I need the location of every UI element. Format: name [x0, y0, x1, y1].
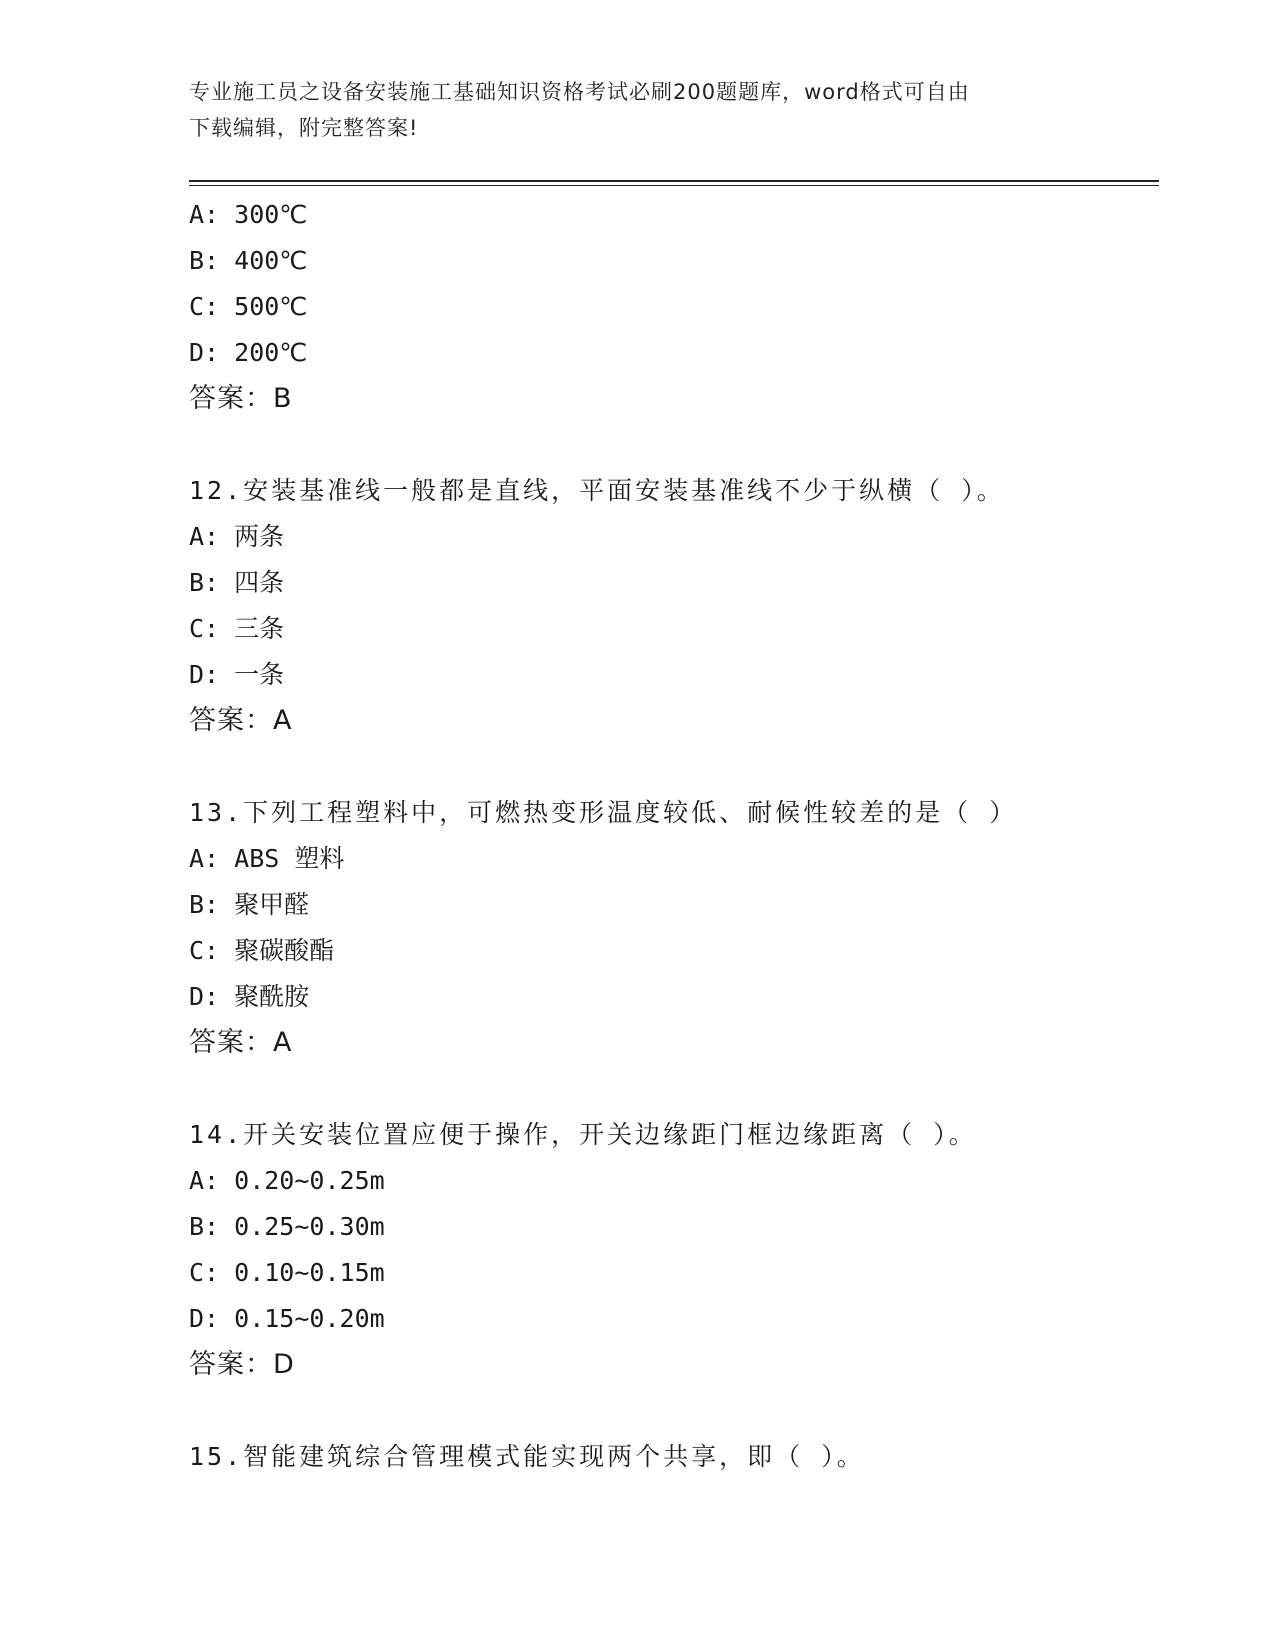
- question-14: [189, 1112, 1149, 1388]
- option-a: A: 300℃: [189, 200, 308, 229]
- option-b: B: 400℃: [189, 246, 308, 275]
- option-a: A: 0.20~0.25m: [189, 1166, 385, 1195]
- option-c: C: 0.10~0.15m: [189, 1258, 385, 1287]
- header-rule-thin: [189, 185, 1159, 186]
- header-rule-thick: [189, 180, 1159, 182]
- question-text: 13.下列工程塑料中，可燃热变形温度较低、耐候性较差的是（ ）: [189, 798, 1018, 827]
- document-header: [189, 74, 1089, 146]
- option-d: D: 200℃: [189, 338, 308, 367]
- option-b: B: 聚甲醛: [189, 890, 310, 919]
- option-a: A: 两条: [189, 522, 285, 551]
- question-text: 12.安装基准线一般都是直线，平面安装基准线不少于纵横（ ）。: [189, 476, 1005, 505]
- answer-line: 答案：A: [189, 1027, 293, 1058]
- option-d: D: 0.15~0.20m: [189, 1304, 385, 1333]
- question-list: [189, 192, 1149, 1480]
- header-line-1: 专业施工员之设备安装施工基础知识资格考试必刷200题题库，word格式可自由: [189, 80, 970, 104]
- answer-line: 答案：B: [189, 383, 293, 414]
- option-c: C: 500℃: [189, 292, 308, 321]
- option-c: C: 三条: [189, 614, 285, 643]
- question-12: [189, 468, 1149, 744]
- question-11: [189, 192, 1149, 422]
- answer-line: 答案：D: [189, 1349, 295, 1380]
- question-text: 14.开关安装位置应便于操作，开关边缘距门框边缘距离（ ）。: [189, 1120, 977, 1149]
- option-b: B: 四条: [189, 568, 285, 597]
- option-d: D: 一条: [189, 660, 285, 689]
- answer-line: 答案：A: [189, 705, 293, 736]
- option-d: D: 聚酰胺: [189, 982, 310, 1011]
- question-13: [189, 790, 1149, 1066]
- question-text: 15.智能建筑综合管理模式能实现两个共享，即（ ）。: [189, 1442, 865, 1471]
- question-15: [189, 1434, 1149, 1480]
- option-c: C: 聚碳酸酯: [189, 936, 335, 965]
- option-a: A: ABS 塑料: [189, 844, 345, 873]
- option-b: B: 0.25~0.30m: [189, 1212, 385, 1241]
- header-line-2: 下载编辑，附完整答案!: [189, 116, 419, 140]
